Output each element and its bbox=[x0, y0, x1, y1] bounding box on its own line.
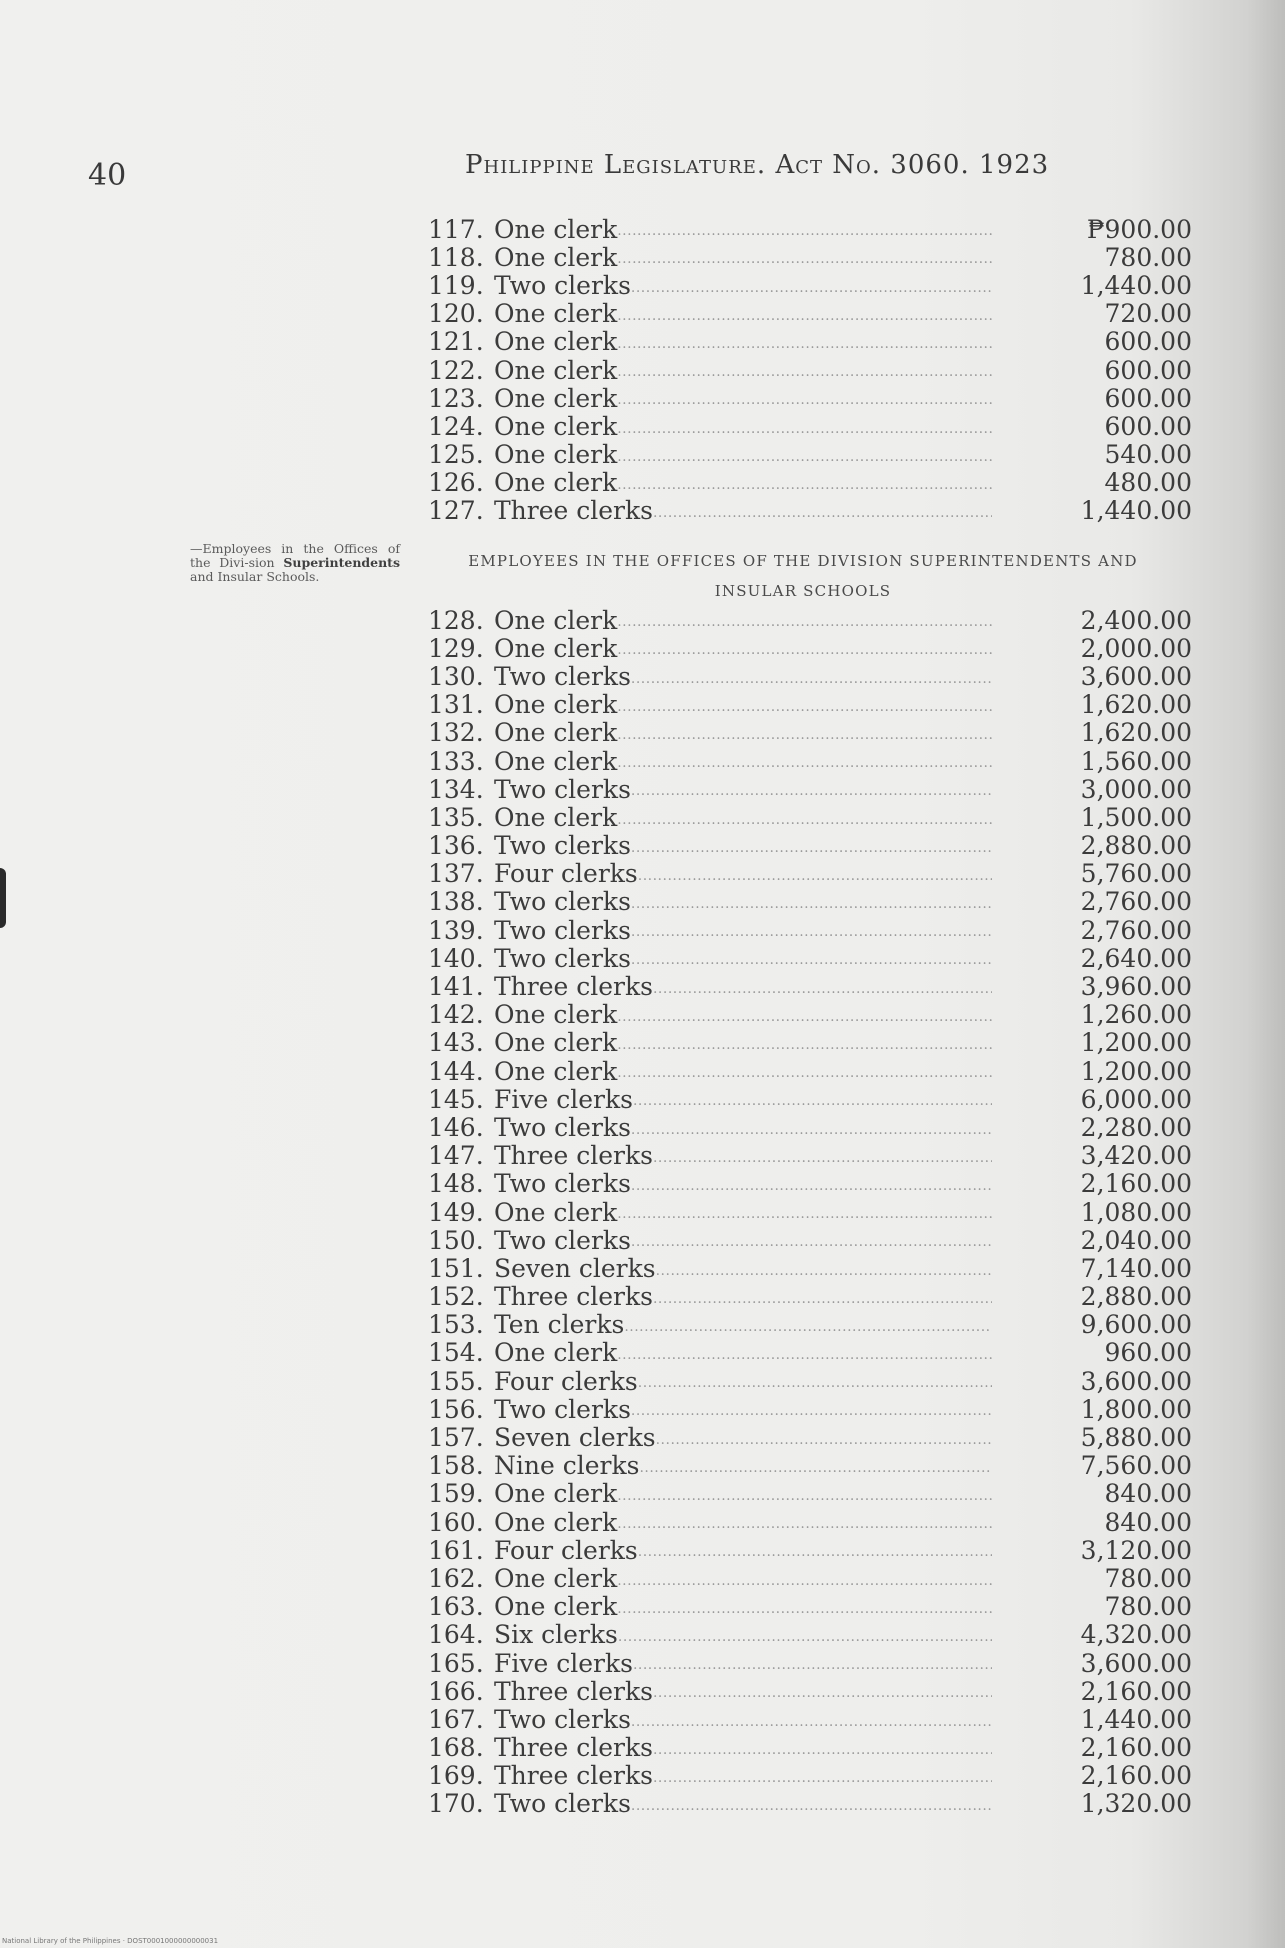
item-list-main bbox=[428, 606, 1192, 1818]
item-amount: 1,320.00 bbox=[1080, 1789, 1192, 1819]
item-number: 144. bbox=[428, 1056, 484, 1086]
item-description: Four clerks bbox=[494, 859, 638, 889]
item-amount: 2,880.00 bbox=[1080, 831, 1192, 861]
dot-leader bbox=[631, 1403, 992, 1423]
appropriation-item bbox=[428, 1367, 1192, 1395]
dot-leader bbox=[617, 1573, 992, 1593]
item-amount: 3,600.00 bbox=[1080, 1366, 1192, 1396]
item-number: 137. bbox=[428, 859, 484, 889]
item-description: One clerk bbox=[494, 1000, 618, 1030]
dot-leader bbox=[617, 1206, 992, 1226]
appropriation-item bbox=[428, 691, 1192, 719]
dot-leader bbox=[617, 699, 992, 719]
dot-leader bbox=[617, 421, 992, 441]
dot-leader bbox=[618, 1629, 992, 1649]
item-amount: 1,440.00 bbox=[1080, 270, 1192, 300]
item-description: Five clerks bbox=[494, 1084, 633, 1114]
item-amount: 9,600.00 bbox=[1080, 1310, 1192, 1340]
item-description: Nine clerks bbox=[494, 1451, 640, 1481]
appropriation-item bbox=[428, 1057, 1192, 1085]
dot-leader bbox=[617, 1065, 992, 1085]
appropriation-item bbox=[428, 215, 1192, 243]
item-amount: 2,160.00 bbox=[1080, 1761, 1192, 1791]
dot-leader bbox=[631, 952, 992, 972]
item-amount: 2,760.00 bbox=[1080, 915, 1192, 945]
dot-leader bbox=[638, 1544, 992, 1564]
item-number: 120. bbox=[428, 299, 484, 329]
item-description: One clerk bbox=[494, 1056, 618, 1086]
item-amount: 480.00 bbox=[1104, 468, 1192, 498]
item-number: 169. bbox=[428, 1761, 484, 1791]
item-number: 148. bbox=[428, 1169, 484, 1199]
item-description: Two clerks bbox=[494, 887, 631, 917]
dot-leader bbox=[631, 1122, 992, 1142]
item-number: 117. bbox=[428, 214, 484, 244]
appropriation-item bbox=[428, 1254, 1192, 1282]
item-number: 163. bbox=[428, 1592, 484, 1622]
item-amount: 2,160.00 bbox=[1080, 1676, 1192, 1706]
section-heading-line2: INSULAR SCHOOLS bbox=[714, 582, 892, 600]
appropriation-item bbox=[428, 300, 1192, 328]
appropriation-item bbox=[428, 1705, 1192, 1733]
dot-leader bbox=[631, 1714, 992, 1734]
dot-leader bbox=[617, 223, 992, 243]
dot-leader bbox=[617, 1488, 992, 1508]
running-head bbox=[465, 150, 1049, 180]
item-description: One clerk bbox=[494, 1592, 618, 1622]
appropriation-item bbox=[428, 1593, 1192, 1621]
item-amount: 780.00 bbox=[1104, 1563, 1192, 1593]
appropriation-item bbox=[428, 328, 1192, 356]
item-number: 157. bbox=[428, 1423, 484, 1453]
appropriation-item bbox=[428, 1142, 1192, 1170]
item-description: One clerk bbox=[494, 1507, 618, 1537]
item-number: 136. bbox=[428, 831, 484, 861]
item-description: Four clerks bbox=[494, 1535, 638, 1565]
appropriation-item bbox=[428, 662, 1192, 690]
item-description: One clerk bbox=[494, 299, 618, 329]
dot-leader bbox=[638, 1375, 992, 1395]
item-description: One clerk bbox=[494, 440, 618, 470]
dot-leader bbox=[617, 755, 992, 775]
item-amount: 840.00 bbox=[1104, 1507, 1192, 1537]
item-number: 127. bbox=[428, 496, 484, 526]
dot-leader bbox=[624, 1319, 992, 1339]
appropriation-item bbox=[428, 1762, 1192, 1790]
item-amount: 1,620.00 bbox=[1080, 718, 1192, 748]
item-description: Three clerks bbox=[494, 1733, 653, 1763]
appropriation-item bbox=[428, 803, 1192, 831]
page-number: 40 bbox=[88, 158, 127, 193]
item-description: Two clerks bbox=[494, 1704, 631, 1734]
dot-leader bbox=[631, 1234, 992, 1254]
dot-leader bbox=[617, 449, 992, 469]
item-description: One clerk bbox=[494, 1338, 618, 1368]
item-number: 158. bbox=[428, 1451, 484, 1481]
appropriation-item bbox=[428, 271, 1192, 299]
dot-leader bbox=[653, 1150, 992, 1170]
item-description: Two clerks bbox=[494, 1394, 631, 1424]
dot-leader bbox=[617, 1347, 992, 1367]
appropriation-item bbox=[428, 1283, 1192, 1311]
footer-credit: National Library of the Philippines · DOST0001000000000031 bbox=[2, 1937, 219, 1945]
item-amount: 1,200.00 bbox=[1080, 1028, 1192, 1058]
item-description: Seven clerks bbox=[494, 1423, 656, 1453]
item-number: 149. bbox=[428, 1197, 484, 1227]
item-description: Five clerks bbox=[494, 1648, 633, 1678]
item-amount: 2,880.00 bbox=[1080, 1282, 1192, 1312]
item-number: 167. bbox=[428, 1704, 484, 1734]
item-description: Two clerks bbox=[494, 270, 631, 300]
appropriation-item bbox=[428, 972, 1192, 1000]
dot-leader bbox=[617, 1516, 992, 1536]
item-amount: 5,880.00 bbox=[1080, 1423, 1192, 1453]
dot-leader bbox=[638, 868, 992, 888]
appropriation-item bbox=[428, 1198, 1192, 1226]
item-description: Two clerks bbox=[494, 774, 631, 804]
appropriation-item bbox=[428, 1170, 1192, 1198]
dot-leader bbox=[631, 280, 992, 300]
item-number: 122. bbox=[428, 355, 484, 385]
item-amount: 2,760.00 bbox=[1080, 887, 1192, 917]
item-description: One clerk bbox=[494, 802, 618, 832]
appropriation-item bbox=[428, 1508, 1192, 1536]
item-description: Ten clerks bbox=[494, 1310, 625, 1340]
item-amount: 6,000.00 bbox=[1080, 1084, 1192, 1114]
item-description: One clerk bbox=[494, 214, 618, 244]
item-amount: 780.00 bbox=[1104, 1592, 1192, 1622]
appropriation-item bbox=[428, 634, 1192, 662]
item-description: One clerk bbox=[494, 411, 618, 441]
item-description: Three clerks bbox=[494, 496, 653, 526]
item-amount: 5,760.00 bbox=[1080, 859, 1192, 889]
item-number: 128. bbox=[428, 605, 484, 635]
item-number: 164. bbox=[428, 1620, 484, 1650]
item-description: One clerk bbox=[494, 690, 618, 720]
dot-leader bbox=[617, 614, 992, 634]
dot-leader bbox=[617, 642, 992, 662]
appropriation-item bbox=[428, 1649, 1192, 1677]
appropriation-item bbox=[428, 1226, 1192, 1254]
appropriation-item bbox=[428, 944, 1192, 972]
item-amount: 1,080.00 bbox=[1080, 1197, 1192, 1227]
dot-leader bbox=[617, 392, 992, 412]
item-number: 160. bbox=[428, 1507, 484, 1537]
item-amount: 3,120.00 bbox=[1080, 1535, 1192, 1565]
item-number: 159. bbox=[428, 1479, 484, 1509]
item-number: 133. bbox=[428, 746, 484, 776]
item-amount: 2,160.00 bbox=[1080, 1169, 1192, 1199]
item-amount: 1,200.00 bbox=[1080, 1056, 1192, 1086]
appropriation-item bbox=[428, 860, 1192, 888]
item-amount: 1,560.00 bbox=[1080, 746, 1192, 776]
item-amount: 2,280.00 bbox=[1080, 1112, 1192, 1142]
item-description: Two clerks bbox=[494, 1169, 631, 1199]
item-description: Two clerks bbox=[494, 943, 631, 973]
dot-leader bbox=[653, 1770, 992, 1790]
dot-leader bbox=[656, 1432, 992, 1452]
dot-leader bbox=[633, 1093, 992, 1113]
dot-leader bbox=[631, 1178, 992, 1198]
item-number: 165. bbox=[428, 1648, 484, 1678]
item-amount: 3,420.00 bbox=[1080, 1141, 1192, 1171]
appropriation-item bbox=[428, 1339, 1192, 1367]
appropriation-item bbox=[428, 1085, 1192, 1113]
item-description: One clerk bbox=[494, 633, 618, 663]
item-description: Three clerks bbox=[494, 972, 653, 1002]
item-amount: 1,500.00 bbox=[1080, 802, 1192, 832]
item-description: Two clerks bbox=[494, 1789, 631, 1819]
item-description: One clerk bbox=[494, 468, 618, 498]
appropriation-item bbox=[428, 719, 1192, 747]
item-number: 130. bbox=[428, 661, 484, 691]
appropriation-item bbox=[428, 356, 1192, 384]
item-number: 121. bbox=[428, 327, 484, 357]
appropriation-item bbox=[428, 1621, 1192, 1649]
item-amount: 2,160.00 bbox=[1080, 1733, 1192, 1763]
appropriation-item bbox=[428, 1001, 1192, 1029]
item-amount: 600.00 bbox=[1104, 411, 1192, 441]
dot-leader bbox=[617, 727, 992, 747]
dot-leader bbox=[631, 671, 992, 691]
item-number: 125. bbox=[428, 440, 484, 470]
item-number: 132. bbox=[428, 718, 484, 748]
item-description: Six clerks bbox=[494, 1620, 618, 1650]
item-description: One clerk bbox=[494, 718, 618, 748]
item-number: 134. bbox=[428, 774, 484, 804]
item-amount: 2,040.00 bbox=[1080, 1225, 1192, 1255]
item-description: Three clerks bbox=[494, 1141, 653, 1171]
item-description: Two clerks bbox=[494, 915, 631, 945]
dot-leader bbox=[617, 477, 992, 497]
item-amount: 2,000.00 bbox=[1080, 633, 1192, 663]
item-number: 138. bbox=[428, 887, 484, 917]
item-amount: 540.00 bbox=[1104, 440, 1192, 470]
item-number: 145. bbox=[428, 1084, 484, 1114]
dot-leader bbox=[631, 783, 992, 803]
appropriation-item bbox=[428, 1564, 1192, 1592]
item-amount: 7,560.00 bbox=[1080, 1451, 1192, 1481]
dot-leader bbox=[656, 1263, 992, 1283]
item-amount: 1,440.00 bbox=[1080, 496, 1192, 526]
appropriation-item bbox=[428, 469, 1192, 497]
appropriation-item bbox=[428, 243, 1192, 271]
item-number: 152. bbox=[428, 1282, 484, 1312]
dot-leader bbox=[617, 812, 992, 832]
appropriation-item bbox=[428, 384, 1192, 412]
appropriation-item bbox=[428, 747, 1192, 775]
item-amount: 840.00 bbox=[1104, 1479, 1192, 1509]
dot-leader bbox=[639, 1460, 992, 1480]
item-amount: 720.00 bbox=[1104, 299, 1192, 329]
dot-leader bbox=[631, 1798, 992, 1818]
item-description: Two clerks bbox=[494, 831, 631, 861]
item-number: 126. bbox=[428, 468, 484, 498]
item-description: Two clerks bbox=[494, 1112, 631, 1142]
item-amount: ₱900.00 bbox=[1086, 214, 1192, 244]
item-number: 155. bbox=[428, 1366, 484, 1396]
item-number: 142. bbox=[428, 1000, 484, 1030]
item-description: One clerk bbox=[494, 746, 618, 776]
item-description: Four clerks bbox=[494, 1366, 638, 1396]
dot-leader bbox=[653, 505, 992, 525]
item-amount: 600.00 bbox=[1104, 383, 1192, 413]
appropriation-item bbox=[428, 497, 1192, 525]
item-list-top bbox=[428, 215, 1192, 525]
section-heading bbox=[428, 546, 1178, 606]
dot-leader bbox=[653, 1291, 992, 1311]
appropriation-item bbox=[428, 1423, 1192, 1451]
appropriation-item bbox=[428, 832, 1192, 860]
item-number: 162. bbox=[428, 1563, 484, 1593]
margin-note-suffix: and Insular Schools. bbox=[190, 569, 320, 584]
item-number: 146. bbox=[428, 1112, 484, 1142]
appropriation-item bbox=[428, 412, 1192, 440]
appropriation-item bbox=[428, 916, 1192, 944]
item-amount: 960.00 bbox=[1104, 1338, 1192, 1368]
item-description: Seven clerks bbox=[494, 1253, 656, 1283]
appropriation-item bbox=[428, 888, 1192, 916]
item-number: 161. bbox=[428, 1535, 484, 1565]
item-number: 118. bbox=[428, 242, 484, 272]
item-description: One clerk bbox=[494, 242, 618, 272]
item-number: 166. bbox=[428, 1676, 484, 1706]
item-amount: 600.00 bbox=[1104, 355, 1192, 385]
item-amount: 600.00 bbox=[1104, 327, 1192, 357]
dot-leader bbox=[617, 1037, 992, 1057]
item-description: Two clerks bbox=[494, 1225, 631, 1255]
appropriation-item bbox=[428, 1536, 1192, 1564]
item-number: 119. bbox=[428, 270, 484, 300]
item-amount: 1,800.00 bbox=[1080, 1394, 1192, 1424]
item-description: One clerk bbox=[494, 383, 618, 413]
dot-leader bbox=[631, 896, 992, 916]
item-amount: 1,260.00 bbox=[1080, 1000, 1192, 1030]
item-description: One clerk bbox=[494, 605, 618, 635]
item-amount: 1,620.00 bbox=[1080, 690, 1192, 720]
item-amount: 2,400.00 bbox=[1080, 605, 1192, 635]
dot-leader bbox=[617, 308, 992, 328]
appropriation-item bbox=[428, 1480, 1192, 1508]
item-description: One clerk bbox=[494, 1028, 618, 1058]
appropriation-item bbox=[428, 1790, 1192, 1818]
item-number: 141. bbox=[428, 972, 484, 1002]
appropriation-item bbox=[428, 1734, 1192, 1762]
item-number: 150. bbox=[428, 1225, 484, 1255]
item-amount: 7,140.00 bbox=[1080, 1253, 1192, 1283]
item-number: 135. bbox=[428, 802, 484, 832]
appropriation-item bbox=[428, 1029, 1192, 1057]
dot-leader bbox=[653, 1685, 992, 1705]
appropriation-item bbox=[428, 1677, 1192, 1705]
item-description: One clerk bbox=[494, 1197, 618, 1227]
appropriation-item bbox=[428, 606, 1192, 634]
appropriation-item bbox=[428, 441, 1192, 469]
item-description: One clerk bbox=[494, 1479, 618, 1509]
item-number: 153. bbox=[428, 1310, 484, 1340]
dot-leader bbox=[617, 1009, 992, 1029]
margin-note-prefix: —Employees in the Offices of the Divi-sion bbox=[190, 541, 400, 570]
item-description: One clerk bbox=[494, 1563, 618, 1593]
appropriation-item bbox=[428, 775, 1192, 803]
item-description: One clerk bbox=[494, 355, 618, 385]
item-number: 129. bbox=[428, 633, 484, 663]
dot-leader bbox=[653, 981, 992, 1001]
item-description: Two clerks bbox=[494, 661, 631, 691]
dot-leader bbox=[631, 924, 992, 944]
item-amount: 780.00 bbox=[1104, 242, 1192, 272]
item-description: One clerk bbox=[494, 327, 618, 357]
item-number: 147. bbox=[428, 1141, 484, 1171]
dot-leader bbox=[631, 840, 992, 860]
dot-leader bbox=[617, 336, 992, 356]
item-number: 154. bbox=[428, 1338, 484, 1368]
item-amount: 3,960.00 bbox=[1080, 972, 1192, 1002]
item-number: 170. bbox=[428, 1789, 484, 1819]
item-number: 131. bbox=[428, 690, 484, 720]
item-amount: 4,320.00 bbox=[1080, 1620, 1192, 1650]
dot-leader bbox=[617, 251, 992, 271]
item-amount: 2,640.00 bbox=[1080, 943, 1192, 973]
item-amount: 3,600.00 bbox=[1080, 661, 1192, 691]
item-amount: 1,440.00 bbox=[1080, 1704, 1192, 1734]
dot-leader bbox=[617, 1601, 992, 1621]
running-head-text: Philippine Legislature. Act No. 3060. 1923 bbox=[465, 150, 1050, 180]
item-description: Three clerks bbox=[494, 1761, 653, 1791]
item-number: 143. bbox=[428, 1028, 484, 1058]
item-number: 151. bbox=[428, 1253, 484, 1283]
item-description: Three clerks bbox=[494, 1282, 653, 1312]
item-number: 123. bbox=[428, 383, 484, 413]
item-number: 140. bbox=[428, 943, 484, 973]
appropriation-item bbox=[428, 1395, 1192, 1423]
appropriation-item bbox=[428, 1452, 1192, 1480]
dot-leader bbox=[633, 1657, 992, 1677]
item-number: 156. bbox=[428, 1394, 484, 1424]
item-number: 124. bbox=[428, 411, 484, 441]
item-number: 168. bbox=[428, 1733, 484, 1763]
item-amount: 3,000.00 bbox=[1080, 774, 1192, 804]
dot-leader bbox=[617, 364, 992, 384]
margin-note bbox=[190, 542, 400, 584]
item-amount: 3,600.00 bbox=[1080, 1648, 1192, 1678]
dot-leader bbox=[653, 1742, 992, 1762]
section-heading-line1: EMPLOYEES IN THE OFFICES OF THE DIVISION SUPERINTENDENTS AND bbox=[468, 552, 1138, 570]
item-number: 139. bbox=[428, 915, 484, 945]
appropriation-item bbox=[428, 1311, 1192, 1339]
margin-note-bold: Superintendents bbox=[283, 555, 400, 570]
scan-edge-mark bbox=[0, 868, 6, 928]
appropriation-item bbox=[428, 1113, 1192, 1141]
item-description: Three clerks bbox=[494, 1676, 653, 1706]
